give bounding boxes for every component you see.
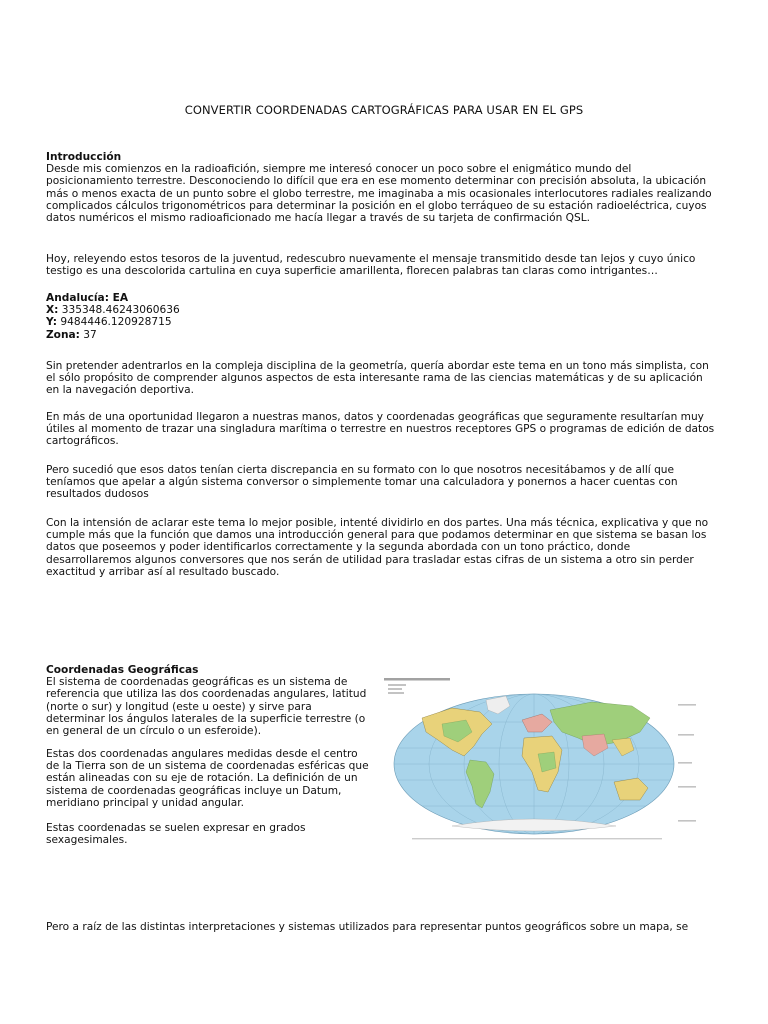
tail-paragraph-10: Pero a raíz de las distintas interpretaciones y sistemas utilizados para representar puntos geográficos sobre un mapa, se <box>46 921 689 933</box>
station-heading: Andalucía: EA <box>46 292 129 304</box>
station-coordinates <box>46 292 716 341</box>
geo-paragraph-7: El sistema de coordenadas geográficas es un sistema de referencia que utiliza las dos coordenadas angulares, latitud (norte o sur) y longitud (este u oeste) y sirve para determinar los ángulos laterales de la superficie terrestre (o en general de un círculo o un esferoide). <box>46 676 367 738</box>
coord-y-label: Y: <box>46 316 57 329</box>
intro-paragraph-2-block <box>46 253 716 277</box>
body-paragraph-3-block <box>46 360 716 397</box>
body-paragraph-4-block <box>46 411 716 448</box>
geo-paragraph-9: Estas coordenadas se suelen expresar en grados sexagesimales. <box>46 822 306 847</box>
coord-x-row <box>46 304 716 316</box>
coord-y-row <box>46 316 716 328</box>
coord-y-value: 9484446.120928715 <box>60 316 172 329</box>
document-title: CONVERTIR COORDENADAS CARTOGRÁFICAS PARA USAR EN EL GPS <box>184 103 584 117</box>
geo-paragraph-9-block <box>46 822 371 846</box>
zone-value: 37 <box>83 328 97 341</box>
intro-section <box>46 151 716 224</box>
geo-paragraph-8-block <box>46 748 371 809</box>
body-paragraph-5: Pero sucedió que esos datos tenían cierta discrepancia en su formato con lo que nosotros necesitábamos y de allí que teníamos que apelar a algún sistema conversor o simplemente tomar una calculadora y ponernos a hacer cuentas con resultados dudosos <box>46 464 678 501</box>
intro-paragraph-1: Desde mis comienzos en la radioafición, siempre me interesó conocer un poco sobre el enigmático mundo del posicionamiento terrestre. Desconociendo lo difícil que era en ese momento determinar con precisión absoluta, la ubicación más o menos exacta de un punto sobre el globo terrestre, me imaginaba a mis ocasionales interlocutores radiales realizando complicados cálculos trigonométricos para determinar la posición en el globo terráqueo de su estación radioeléctrica, cuyos datos numéricos el mismo radioaficionado me hacía llegar a través de su tarjeta de confirmación QSL. <box>46 163 712 225</box>
intro-paragraph-2: Hoy, releyendo estos tesoros de la juventud, redescubro nuevamente el mensaje transmitido desde tan lejos y cuyo único testigo es una descolorida cartulina en cuya superficie amarillenta, florecen palabras tan claras como intrigantes… <box>46 253 696 278</box>
geo-heading: Coordenadas Geográficas <box>46 664 199 676</box>
coord-x-label: X: <box>46 304 59 317</box>
body-paragraph-6: Con la intensión de aclarar este tema lo mejor posible, intenté dividirlo en dos partes. Una más técnica, explicativa y que no cumple más que la función que damos una introducción general para que podamos determinar en que sistema se basan los datos que poseemos y poder identificarlos correctamente y la segunda abordada con un tono práctico, donde desarrollaremos algunos conversores que nos serán de utilidad para trasladar estas cifras de un sistema a otro sin perder exactitud y arribar así al resultado buscado. <box>46 517 709 578</box>
zone-label: Zona: <box>46 328 80 341</box>
body-paragraph-6-block <box>46 517 716 578</box>
geo-section <box>46 664 371 737</box>
body-paragraph-4: En más de una oportunidad llegaron a nuestras manos, datos y coordenadas geográficas que seguramente resultarían muy útiles al momento de trazar una singladura marítima o terrestre en nuestros receptores GPS o programas de edición de datos cartográficos. <box>46 411 715 448</box>
geo-paragraph-8: Estas dos coordenadas angulares medidas desde el centro de la Tierra son de un sistema de coordenadas esféricas que están alineadas con su eje de rotación. La definición de un sistema de coordenadas geográficas incluye un Datum, meridiano principal y unidad angular. <box>46 748 369 809</box>
body-paragraph-3: Sin pretender adentrarlos en la compleja disciplina de la geometría, quería abordar este tema en un tono más simplista, con el sólo propósito de comprender algunos aspectos de esta interesante rama de las ciencias matemáticas y de su aplicación en la navegación deportiva. <box>46 360 709 397</box>
intro-heading: Introducción <box>46 151 122 163</box>
world-map-graphic <box>382 676 702 844</box>
zone-row <box>46 329 716 341</box>
body-paragraph-5-block <box>46 464 716 501</box>
coord-x-value: 335348.46243060636 <box>61 304 180 317</box>
tail-paragraph-block <box>46 921 716 933</box>
world-map-image <box>382 676 702 844</box>
